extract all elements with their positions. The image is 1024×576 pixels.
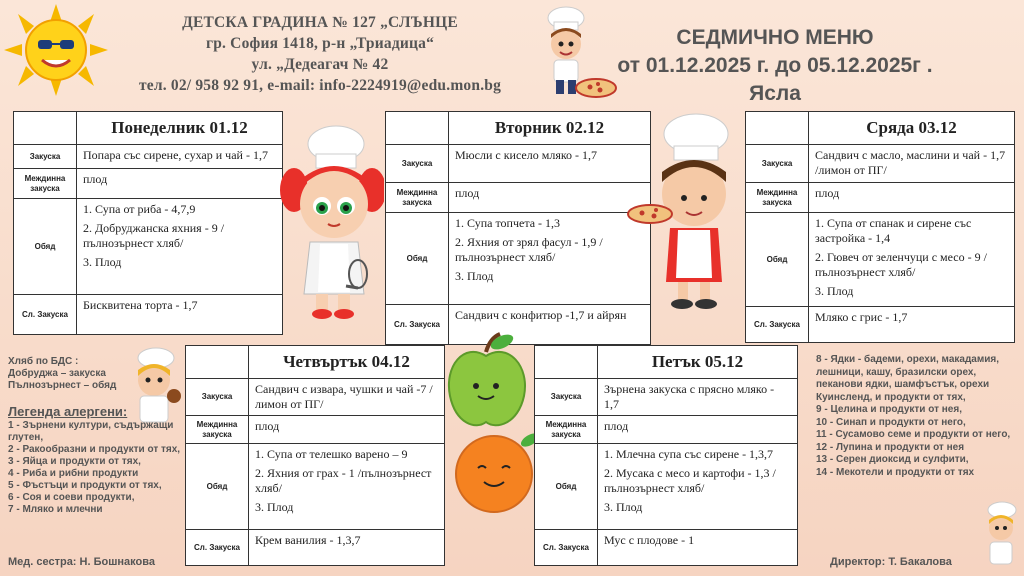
apple-icon: [444, 330, 530, 434]
day-name: Петък 05.12: [598, 346, 798, 379]
label-breakfast: Закуска: [535, 379, 598, 416]
legend-item: 10 - Синап и продукти от него,: [816, 416, 966, 428]
corner-cell: [386, 112, 449, 145]
kindergarten-city: гр. София 1418, р-н „Триадица“: [205, 35, 435, 52]
label-snack: Междинна закуска: [386, 183, 449, 213]
lunch-item: 2. Добруджанска яхния - 9 / пълнозърнест хляб/: [83, 221, 225, 250]
legend-item: 4 - Риба и рибни продукти: [8, 468, 139, 479]
legend-item: 14 - Мекотели и продукти от тях: [816, 466, 975, 478]
lunch-item: 2. Мусака с месо и картофи - 1,3 /пълнозърнест хляб/: [604, 466, 776, 495]
label-breakfast: Закуска: [186, 379, 249, 416]
corner-cell: [14, 112, 77, 145]
kindergarten-header: [110, 12, 530, 96]
chef-boy-pizza-icon: [626, 112, 750, 312]
lunch-item: 3. Плод: [604, 500, 643, 514]
lunch-item: 1. Супа от риба - 4,7,9: [83, 202, 196, 216]
label-afternoon: Сл. Закуска: [746, 307, 809, 343]
label-lunch: Обяд: [386, 213, 449, 305]
day-name: Понеделник 01.12: [77, 112, 283, 145]
nurse-signature: Мед. сестра: Н. Бошнакова: [8, 556, 155, 568]
snack-value: плод: [449, 183, 651, 213]
snack-value: плод: [809, 183, 1015, 213]
bread-line: Добруджа – закуска: [8, 368, 106, 379]
bread-line: Пълнозърнест – обяд: [8, 380, 117, 391]
left-notes: [8, 356, 188, 516]
label-snack: Междинна закуска: [746, 183, 809, 213]
bread-line: Хляб по БДС :: [8, 356, 79, 367]
breakfast-value: Попара със сирене, сухар и чай - 1,7: [77, 145, 283, 169]
afternoon-value: Мус с плодове - 1: [598, 530, 798, 566]
afternoon-value: Крем ванилия - 1,3,7: [249, 530, 445, 566]
day-table-wednesday: [745, 111, 1015, 343]
lunch-item: 2. Яхния от зрял фасул - 1,9 /пълнозърнест хляб/: [455, 235, 603, 264]
menu-title: [600, 24, 950, 108]
breakfast-value: Сандвич с масло, маслини и чай - 1,7 /лимон от ПГ/: [809, 145, 1015, 183]
director-signature: Директор: Т. Бакалова: [830, 556, 952, 568]
right-legend: [816, 354, 1020, 479]
lunch-value: [449, 213, 651, 305]
lunch-value: [249, 444, 445, 530]
lunch-value: [809, 213, 1015, 307]
day-table-tuesday: [385, 111, 651, 345]
label-snack: Междинна закуска: [186, 416, 249, 444]
kindergarten-street: ул. „Дедеагач № 42: [251, 56, 389, 73]
menu-period: от 01.12.2025 г. до 05.12.2025г .: [617, 54, 933, 77]
sun-icon: [4, 4, 108, 96]
legend-item: 7 - Мляко и млечни: [8, 504, 103, 515]
breakfast-value: Мюсли с кисело мляко - 1,7: [449, 145, 651, 183]
snack-value: плод: [77, 169, 283, 199]
day-table-monday: [13, 111, 283, 335]
legend-item: 11 - Сусамово семе и продукти от него,: [816, 429, 1011, 440]
legend-title: Легенда алергени:: [8, 404, 128, 419]
day-name: Вторник 02.12: [449, 112, 651, 145]
chef-girl-icon: [280, 124, 384, 320]
breakfast-value: Зърнена закуска с прясно мляко - 1,7: [598, 379, 798, 416]
legend-item: 2 - Ракообразни и продукти от тях,: [8, 444, 181, 455]
menu-group: Ясла: [749, 82, 801, 105]
lunch-item: 3. Плод: [815, 284, 854, 298]
lunch-item: 1. Супа от телешко варено – 9: [255, 447, 408, 461]
orange-icon: [450, 424, 546, 520]
label-lunch: Обяд: [535, 444, 598, 530]
kindergarten-contacts: тел. 02/ 958 92 91, e-mail: info-2224919@edu.mon.bg: [138, 77, 502, 94]
afternoon-value: Мляко с грис - 1,7: [809, 307, 1015, 343]
label-lunch: Обяд: [14, 199, 77, 295]
menu-title-main: СЕДМИЧНО МЕНЮ: [676, 26, 874, 49]
legend-item: 8 - Ядки - бадеми, орехи, макадамия, лешници, кашу, бразилски орех, пеканови ядки, шамфъстък, орехи Куинсленд, и продукти от тях,: [816, 354, 1000, 403]
day-table-thursday: [185, 345, 445, 566]
day-table-friday: [534, 345, 798, 566]
label-afternoon: Сл. Закуска: [14, 295, 77, 335]
label-lunch: Обяд: [746, 213, 809, 307]
lunch-item: 3. Плод: [455, 269, 494, 283]
lunch-item: 1. Млечна супа със сирене - 1,3,7: [604, 447, 774, 461]
legend-item: 6 - Соя и соеви продукти,: [8, 492, 135, 503]
label-lunch: Обяд: [186, 444, 249, 530]
chef-small-icon: [980, 500, 1022, 570]
corner-cell: [746, 112, 809, 145]
lunch-item: 3. Плод: [255, 500, 294, 514]
lunch-item: 3. Плод: [83, 255, 122, 269]
label-afternoon: Сл. Закуска: [386, 305, 449, 345]
kindergarten-name: ДЕТСКА ГРАДИНА № 127 „СЛЪНЦЕ: [182, 14, 458, 31]
snack-value: плод: [598, 416, 798, 444]
afternoon-value: Бисквитена торта - 1,7: [77, 295, 283, 335]
label-afternoon: Сл. Закуска: [186, 530, 249, 566]
legend-item: 9 - Целина и продукти от нея,: [816, 404, 962, 415]
label-breakfast: Закуска: [386, 145, 449, 183]
lunch-value: [77, 199, 283, 295]
lunch-item: 2. Яхния от грах - 1 /пълнозърнест хляб/: [255, 466, 432, 495]
breakfast-value: Сандвич с извара, чушки и чай -7 /лимон от ПГ/: [249, 379, 445, 416]
label-snack: Междинна закуска: [535, 416, 598, 444]
legend-item: 12 - Лупина и продукти от нея: [816, 441, 965, 453]
label-breakfast: Закуска: [14, 145, 77, 169]
corner-cell: [186, 346, 249, 379]
legend-item: 1 - Зърнени култури, съдържащи глутен,: [8, 420, 174, 443]
day-name: Четвъртък 04.12: [249, 346, 445, 379]
afternoon-value: Сандвич с конфитюр -1,7 и айрян: [449, 305, 651, 345]
label-snack: Междинна закуска: [14, 169, 77, 199]
legend-item: 3 - Яйца и продукти от тях,: [8, 456, 141, 467]
snack-value: плод: [249, 416, 445, 444]
day-name: Сряда 03.12: [809, 112, 1015, 145]
lunch-item: 2. Гювеч от зеленчуци с месо - 9 /пълнозърнест хляб/: [815, 250, 987, 279]
lunch-value: [598, 444, 798, 530]
legend-item: 5 - Фъстъци и продукти от тях,: [8, 480, 162, 491]
legend-item: 13 - Серен диоксид и сулфити,: [816, 454, 969, 465]
lunch-item: 1. Супа от спанак и сирене със застройка - 1,4: [815, 216, 972, 245]
label-afternoon: Сл. Закуска: [535, 530, 598, 566]
lunch-item: 1. Супа топчета - 1,3: [455, 216, 561, 230]
corner-cell: [535, 346, 598, 379]
label-breakfast: Закуска: [746, 145, 809, 183]
